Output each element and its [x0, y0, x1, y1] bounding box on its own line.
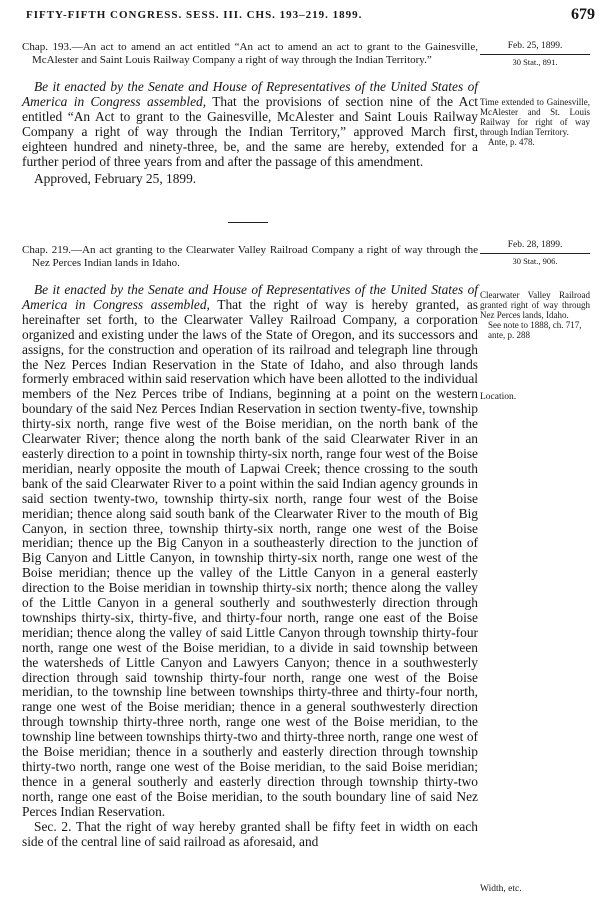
enacting-clause: Be it enacted by the Senate and House of Representatives of the United States of America in Congress assembled,: [22, 79, 478, 109]
chapter-193-body: That the provisions of section nine of the Act entitled “An Act to grant to the Gainesville, McAlester and Saint Louis Railway Company a right of way through the Indian Territory,” approved March first, eighteen hundred and ninety-three, be, and the same are hereby, extended for a further period of three years from and after the passage of this amendment.: [22, 93, 478, 169]
margin-width: Width, etc.: [480, 884, 522, 894]
running-head: FIFTY-FIFTH CONGRESS. SESS. III. CHS. 193–219. 1899.: [26, 9, 363, 21]
chapter-219-margin-note: [480, 290, 590, 340]
statute-citation: 30 Stat., 891.: [512, 57, 558, 67]
margin-date: Feb. 28, 1899.: [507, 240, 563, 250]
section-divider: [228, 222, 268, 223]
chapter-219-margin: [480, 240, 590, 266]
margin-rule: [480, 54, 590, 55]
margin-note: Time extended to Gainesville, McAlester and St. Louis Railway for right of way through Indian Territory.: [480, 97, 590, 137]
enacting-clause: Be it enacted by the Senate and House of Representatives of the United States of America in Congress assembled,: [22, 282, 478, 312]
chapter-193-enacting-text: [22, 80, 478, 169]
margin-date: Feb. 25, 1899.: [507, 41, 563, 51]
chapter-219-enacting-text: [22, 283, 478, 820]
chapter-193-margin-note: [480, 97, 590, 147]
chapter-193-heading: Chap. 193.—An act to amend an act entitled “An act to amend an act to grant to the Gainesville, McAlester and Saint Louis Railway Company a right of way through the Indian Territory.”: [22, 41, 478, 66]
margin-reference: See note to 1888, ch. 717, ante, p. 288: [488, 320, 582, 340]
chapter-219: [22, 244, 478, 849]
chapter-193-margin: [480, 41, 590, 67]
margin-rule: [480, 253, 590, 254]
section-2-text: Sec. 2. That the right of way hereby granted shall be fifty feet in width on each side of the central line of said railroad as aforesaid, and: [22, 818, 478, 849]
statute-citation: 30 Stat., 906.: [512, 256, 558, 266]
margin-reference: Ante, p. 478.: [488, 137, 535, 147]
margin-note: Clearwater Valley Railroad granted right of way through Nez Perces lands, Idaho.: [480, 290, 590, 320]
chapter-219-heading: Chap. 219.—An act granting to the Clearwater Valley Railroad Company a right of way through the Nez Perces Indian lands in Idaho.: [22, 244, 478, 269]
margin-location: Location.: [480, 392, 517, 402]
approval-date: Approved, February 25, 1899.: [34, 171, 197, 187]
chapter-219-body: That the right of way is hereby granted, as hereinafter set forth, to the Clearwater Valley Railroad Company, a corporation organized and existing under the laws of the State of Oregon, and its successors and assigns, for the construction and operation of its railroad and telegraph line through the Nez Perces Indian Reservation in the State of Idaho, and also through lands formerly embraced within said reservation which have been allotted to the individual members of the Nez Perces tribe of Indians, beginning at a point on the western boundary of the said Nez Perces Indian Reservation in section twenty-five, township thirty-six north, range five west of the Boise meridian, on the north bank of the Clearwater River; thence along the north bank of the said Clearwater River in an easterly direction to a point in township thirty-six north, range four west of the Boise meridian, nearly opposite the mouth of Lapwai Creek; thence crossing to the south bank of the said Clearwater River to a point within the said Indian agency grounds in said section twenty-two, township thirty-six north, range four west of the Boise meridian; thence along said south bank of the Clearwater River to the mouth of Big Canyon, in section three, township thirty-six north, range one west of the Boise meridian; thence up the Big Canyon in a southeasterly direction to the junction of Big Canyon and Little Canyon, in township thirty-six north, range one west of the Boise meridian; thence up the valley of the Little Canyon in a general easterly direction to the Boise meridian in township thirty-six north; thence along the valley of the Little Canyon in a general southerly and southwesterly direction through townships thirty-six, thirty-five, and thirty-four north, range one east of the Boise meridian; thence along the valley of said Little Canyon through township thirty-four north, range one west of the Boise meridian, to a divide in said township between the watersheds of Little Canyon and Lawyers Canyon; thence in a southwesterly direction through said township thirty-four north, range one west of the Boise meridian, to the township line between townships thirty-three and thirty-four north, range one west of the Boise meridian; thence in a general southwesterly direction through township thirty-three north, range one west of the Boise meridian, to the township line between townships thirty-two and thirty-three north, range one west of the Boise meridian; thence in a southerly and easterly direction through township thirty-two north, range one west of the Boise meridian, to the said Boise meridian; thence in a general southerly and easterly direction through township thirty-two north, range one east of the Boise meridian, to the south boundary line of said Nez Perces Indian Reservation.: [22, 296, 478, 819]
chapter-193: [22, 41, 478, 186]
page-number: 679: [571, 6, 595, 23]
